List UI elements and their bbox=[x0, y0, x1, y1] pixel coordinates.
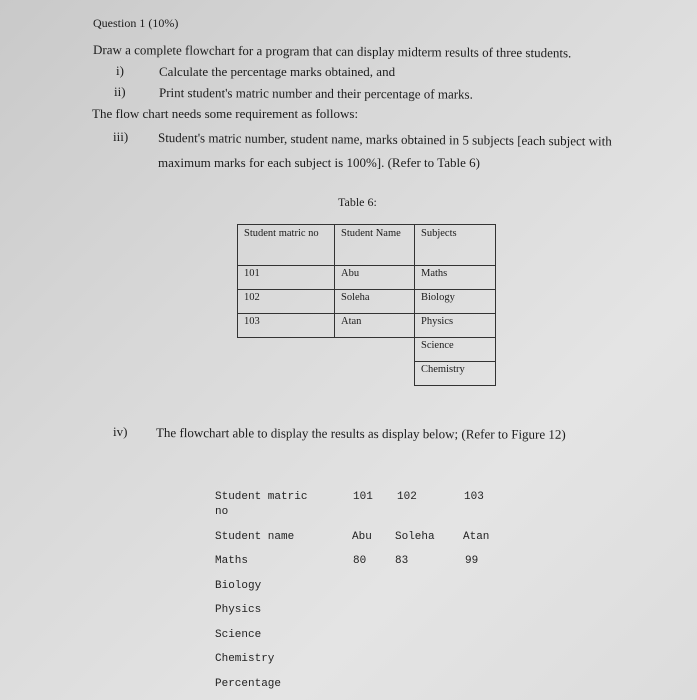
subject-cell: Science bbox=[415, 338, 496, 362]
question-title: Question 1 (10%) bbox=[93, 16, 179, 30]
header-name: Student Name bbox=[335, 225, 415, 266]
matric-value: 102 bbox=[397, 491, 417, 503]
item-2-number: ii) bbox=[114, 84, 126, 99]
name-cell: Atan bbox=[335, 314, 415, 338]
item-3-line-1: Student's matric number, student name, marks obtained in 5 subjects [each subject with bbox=[157, 130, 612, 149]
table-row bbox=[238, 338, 496, 362]
matric-cell: 101 bbox=[238, 266, 335, 290]
subject-cell: Maths bbox=[415, 266, 496, 290]
item-4-number: iv) bbox=[113, 424, 128, 439]
table-row bbox=[238, 314, 496, 338]
item-4-text: The flowchart able to display the results as display below; (Refer to Figure 12) bbox=[155, 425, 566, 442]
subject-cell: Chemistry bbox=[415, 362, 496, 386]
biology-label: Biology bbox=[215, 580, 262, 592]
maths-label: Maths bbox=[215, 555, 249, 567]
matric-label-cont: no bbox=[215, 506, 229, 518]
maths-value: 80 bbox=[353, 555, 367, 567]
item-1-number: i) bbox=[116, 63, 124, 78]
header-subjects: Subjects bbox=[415, 225, 496, 266]
table-row bbox=[238, 266, 496, 290]
matric-label: Student matric bbox=[215, 491, 308, 503]
chemistry-label: Chemistry bbox=[215, 653, 275, 665]
table-caption: Table 6: bbox=[338, 195, 377, 209]
item-1-text: Calculate the percentage marks obtained, and bbox=[159, 64, 396, 79]
science-label: Science bbox=[215, 629, 262, 641]
maths-value: 99 bbox=[465, 555, 479, 567]
percentage-label: Percentage bbox=[215, 678, 282, 690]
table-row bbox=[238, 290, 496, 314]
table-row bbox=[238, 362, 496, 386]
name-value: Soleha bbox=[395, 531, 435, 543]
name-label: Student name bbox=[215, 531, 295, 543]
table-header-row bbox=[238, 225, 496, 266]
item-2-text: Print student's matric number and their percentage of marks. bbox=[158, 85, 473, 102]
requirement-intro: The flow chart needs some requirement as follows: bbox=[92, 106, 359, 121]
table-6 bbox=[237, 224, 496, 386]
name-cell: Abu bbox=[335, 266, 415, 290]
item-3-number: iii) bbox=[113, 129, 129, 144]
matric-cell: 103 bbox=[238, 314, 335, 338]
name-cell: Soleha bbox=[335, 290, 415, 314]
matric-value: 101 bbox=[353, 491, 373, 503]
name-value: Abu bbox=[352, 531, 372, 543]
maths-value: 83 bbox=[395, 555, 409, 567]
matric-value: 103 bbox=[464, 491, 484, 503]
header-matric: Student matric no bbox=[238, 225, 335, 266]
matric-cell: 102 bbox=[238, 290, 335, 314]
name-value: Atan bbox=[463, 531, 490, 543]
item-3-line-2: maximum marks for each subject is 100%]. (Refer to Table 6) bbox=[158, 155, 480, 170]
physics-label: Physics bbox=[215, 604, 262, 616]
subject-cell: Biology bbox=[415, 290, 496, 314]
question-intro: Draw a complete flowchart for a program that can display midterm results of three students. bbox=[92, 42, 572, 61]
subject-cell: Physics bbox=[415, 314, 496, 338]
